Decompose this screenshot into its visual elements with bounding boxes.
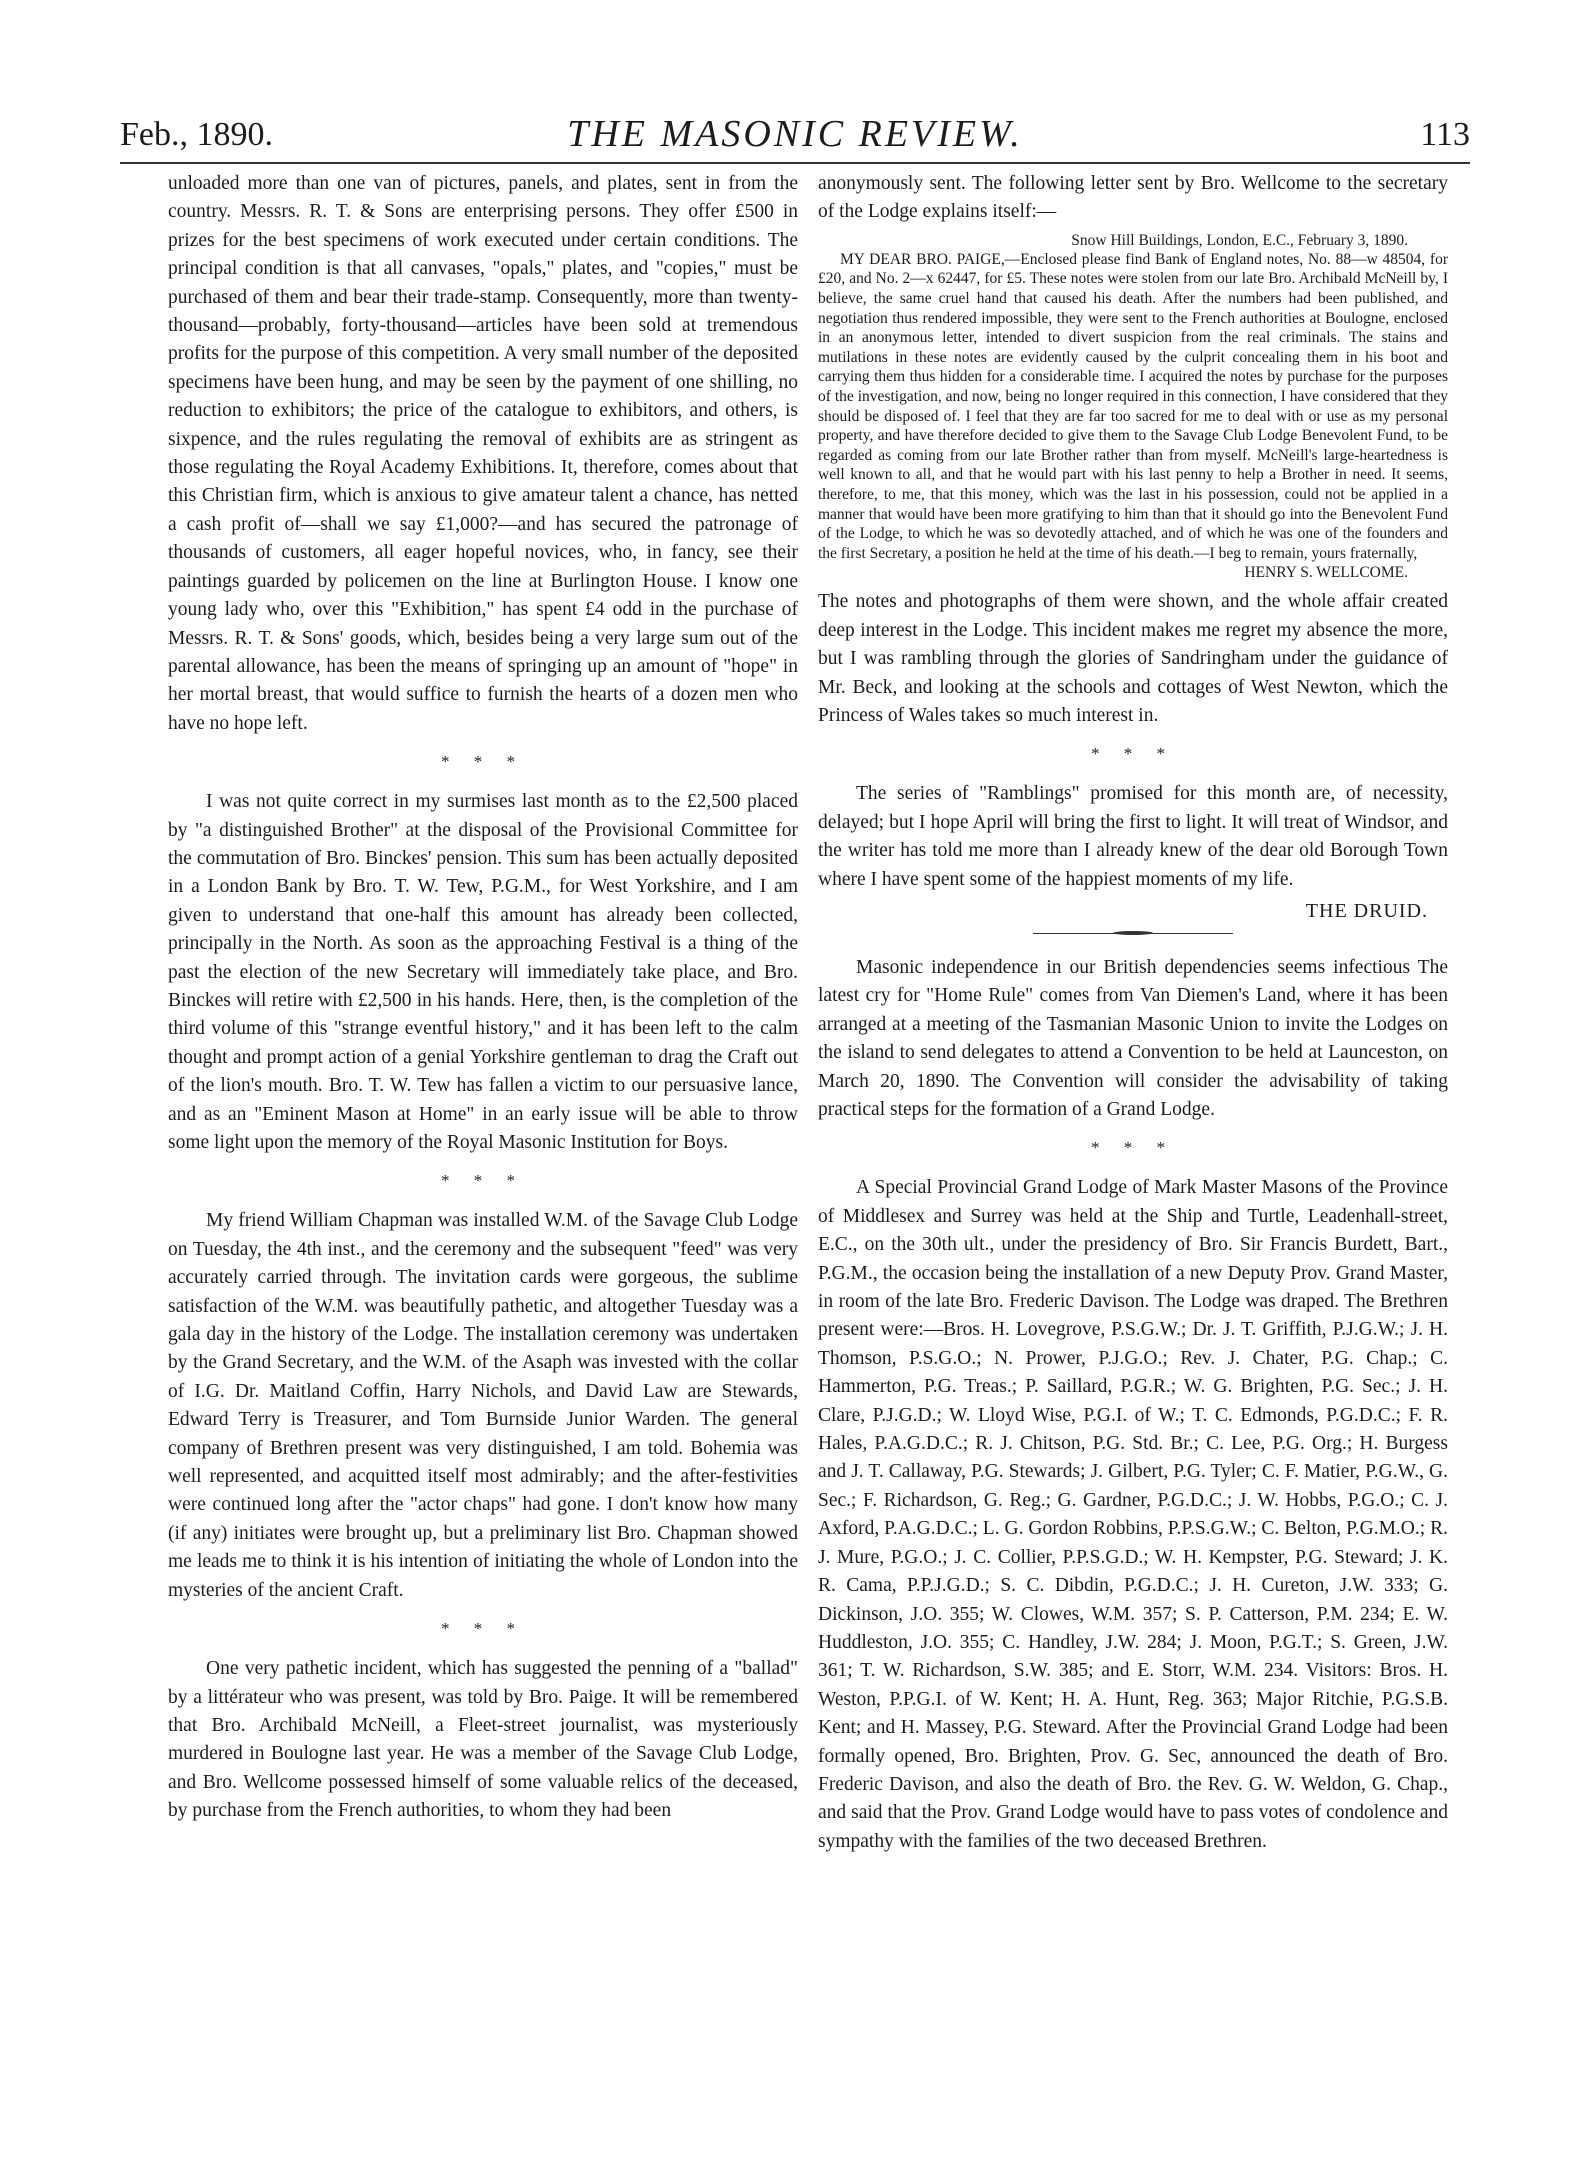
page-number: 113 [1420, 116, 1470, 153]
paragraph: The series of "Ramblings" promised for this month are, of necessity, delayed; but I hope April will bring the first to light. It will treat of Windsor, and the writer has told me more than I already knew of the dear old Borough Town where I have spent some of the happiest moments of my life. [818, 783, 1448, 890]
section-separator: * * * [441, 752, 525, 772]
letter-body: MY DEAR BRO. PAIGE,—Enclosed please find Bank of England notes, No. 88—w 48504, for £20, and No. 2—x 62447, for £5. These notes were stolen from our late Bro. Archibald McNeill by, I believe, the same cruel hand that caused his death. After the numbers had been published, and negotiation thus rendered impossible, they were sent to the French authorities at Boulogne, enclosed in an anonymous letter, intended to divert suspicion from the real criminals. The stains and mutilations in these notes are evidently caused by the culprit concealing them in his boot and carrying them thus hidden for a considerable time. I acquired the notes by purchase for the purposes of the investigation, and now, being no longer required in this connection, I have considered that they should be disposed of. I feel that they are far too sacred for me to deal with or use as my personal property, and have therefore decided to give them to the Savage Club Lodge Benevolent Fund, to be regarded as coming from our late Brother rather than from myself. McNeill's large-heartedness is well known to all, and that he would part with his last penny to help a Brother in need. It seems, therefore, to me, that this money, which was the last in his possession, could not be applied in a manner that would have been more gratifying to him than that it should go into the Benevolent Fund of the Lodge, to which he was so devotedly attached, and of which he was one of the founders and the first Secretary, a position he held at the time of his death.—I beg to remain, yours fraternally, [818, 250, 1448, 562]
right-column [818, 170, 1448, 2160]
paragraph: anonymously sent. The following letter sent by Bro. Wellcome to the secretary of the Lodge explains itself:— [818, 173, 1448, 223]
left-column [168, 170, 798, 2160]
quoted-letter [818, 231, 1448, 583]
issue-date: Feb., 1890. [120, 116, 273, 153]
paragraph: Masonic independence in our British dependencies seems infectious The latest cry for "Home Rule" comes from Van Diemen's Land, where it has been arranged at a meeting of the Tasmanian Masonic Union to invite the Lodges on the island to send delegates to attend a Convention to be held at Launceston, on March 20, 1890. The Convention will consider the advisability of taking practical steps for the formation of a Grand Lodge. [818, 956, 1448, 1120]
paragraph: I was not quite correct in my surmises last month as to the £2,500 placed by "a distinguished Brother" at the disposal of the Provisional Committee for the commutation of Bro. Binckes' pension. This sum has been actually deposited in a London Bank by Bro. T. W. Tew, P.G.M., for West Yorkshire, and I am given to understand that one-half this amount has already been collected, principally in the North. As soon as the approaching Festival is a thing of the past the election of the new Secretary will immediately take place, and Bro. Binckes will retire with £2,500 in his hands. Here, then, is the completion of the third volume of this "strange eventful history," and it has been left to the calm thought and prompt action of a genial Yorkshire gentleman to drag the Craft out of the lion's mouth. Bro. T. W. Tew has fallen a victim to our persuasive lance, and as an "Eminent Mason at Home" in an early issue will be able to throw some light upon the memory of the Royal Masonic Institution for Boys. [168, 791, 798, 1153]
paragraph: One very pathetic incident, which has suggested the penning of a "ballad" by a littérateur who was present, was told by Bro. Paige. It will be remembered that Bro. Archibald McNeill, a Fleet-street journalist, was mysteriously murdered in Boulogne last year. He was a member of the Savage Club Lodge, and Bro. Wellcome possessed himself of some valuable relics of the deceased, by purchase from the French authorities, to whom they had been [168, 1658, 798, 1822]
paragraph: My friend William Chapman was installed W.M. of the Savage Club Lodge on Tuesday, the 4th inst., and the ceremony and the subsequent "feed" was very accurately carried through. The invitation cards were gorgeous, the sublime satisfaction of the W.M. was beautifully pathetic, and altogether Tuesday was a gala day in the history of the Lodge. The installation ceremony was undertaken by the Grand Secretary, and the W.M. of the Asaph was invested with the collar of I.G. Dr. Maitland Coffin, Harry Nichols, and David Law are Stewards, Edward Terry is Treasurer, and Tom Burnside Junior Warden. The general company of Brethren present was very distinguished, I am told. Bohemia was well represented, and acquitted itself most admirably; and the after-festivities were continued long after the "actor chaps" had gone. I don't know how many (if any) initiates were brought up, but a preliminary list Bro. Chapman showed me leads me to think it is his intention of initiating the whole of London into the mysteries of the ancient Craft. [168, 1210, 798, 1601]
paragraph: A Special Provincial Grand Lodge of Mark Master Masons of the Province of Middlesex and Surrey was held at the Ship and Turtle, Leadenhall-street, E.C., on the 30th ult., under the presidency of Bro. Sir Francis Burdett, Bart., P.G.M., the occasion being the installation of a new Deputy Prov. Grand Master, in room of the late Bro. Frederic Davison. The Lodge was draped. The Brethren present were:—Bros. H. Lovegrove, P.S.G.W.; Dr. J. T. Griffith, P.J.G.W.; J. H. Thomson, P.S.G.O.; N. Prower, P.J.G.O.; Rev. J. Chater, P.G. Chap.; C. Hammerton, P.G. Treas.; P. Saillard, P.G.R.; W. G. Brighten, P.G. Sec.; J. H. Clare, P.J.G.D.; W. Lloyd Wise, P.G.I. of W.; T. C. Edmonds, P.G.D.C.; F. R. Hales, P.A.G.D.C.; R. J. Chitson, P.G. Std. Br.; C. Lee, P.G. Org.; H. Burgess and J. T. Callaway, P.G. Stewards; J. Gilbert, P.G. Tyler; C. F. Matier, P.G.W., G. Sec.; F. Richardson, G. Reg.; G. Gardner, P.G.D.C.; J. W. Hobbs, P.G.O.; C. J. Axford, P.A.G.D.C.; L. G. Gordon Robbins, P.P.S.G.W.; C. Belton, P.G.M.O.; R. J. Mure, P.G.O.; J. C. Collier, P.P.S.G.D.; W. H. Kempster, P.G. Steward; J. K. R. Cama, P.P.J.G.D.; S. C. Dibdin, P.G.D.C.; J. H. Cureton, J.W. 333; G. Dickinson, J.O. 355; W. Clowes, W.M. 357; S. P. Catterson, P.M. 234; E. W. Huddleston, J.O. 355; C. Handley, J.W. 284; J. Moon, P.G.T.; S. Green, J.W. 361; T. W. Richardson, S.W. 385; and E. Storr, W.M. 234. Visitors: Bros. H. Weston, P.P.G.I. of W. Kent; H. A. Hunt, Reg. 363; Major Ritchie, P.G.S.B. Kent; and H. Massey, P.G. Steward. After the Provincial Grand Lodge had been formally opened, Bro. Brighten, Prov. G. Sec, announced the death of Bro. Frederic Davison, and also the death of Bro. the Rev. G. W. Weldon, G. Chap., and said that the Prov. Grand Lodge would have to pass votes of condolence and sympathy with the families of the two deceased Brethren. [818, 1177, 1448, 1852]
letter-address: Snow Hill Buildings, London, E.C., February 3, 1890. [1071, 231, 1408, 249]
section-separator: * * * [441, 1619, 525, 1639]
ornamental-divider [1033, 933, 1233, 934]
section-separator: * * * [1091, 744, 1175, 764]
journal-title: THE MASONIC REVIEW. [567, 113, 1023, 155]
letter-signature: HENRY S. WELLCOME. [1244, 564, 1408, 582]
section-separator: * * * [1091, 1138, 1175, 1158]
page-header [120, 112, 1470, 164]
paragraph: The notes and photographs of them were shown, and the whole affair created deep interest in the Lodge. This incident makes me regret my absence the more, but I was rambling through the glories of Sandringham under the guidance of Mr. Beck, and looking at the schools and cottages of West Newton, which the Princess of Wales takes so much interest in. [818, 591, 1448, 726]
paragraph: unloaded more than one van of pictures, panels, and plates, sent in from the country. Messrs. R. T. & Sons are enterprising persons. They offer £500 in prizes for the best specimens of work executed under certain conditions. The principal condition is that all canvases, "opals," plates, and "copies," must be purchased of them and bear their trade-stamp. Consequently, more than twenty-thousand—probably, forty-thousand—articles have been sold at tremendous profits for the purpose of this competition. A very small number of the deposited specimens have been hung, and may be seen by the payment of one shilling, no reduction to exhibitors; the price of the catalogue to exhibitors, and others, is sixpence, and the rules regulating the removal of exhibits are as stringent as those regulating the Royal Academy Exhibitions. It, therefore, comes about that this Christian firm, which is anxious to give amateur talent a chance, has netted a cash profit of—shall we say £1,000?—and has secured the patronage of thousands of customers, all eager hopeful novices, who, in fancy, see their paintings guarded by policemen on the line at Burlington House. I know one young lady who, over this "Exhibition," has spent £4 odd in the purchase of Messrs. R. T. & Sons' goods, which, besides being a very large sum out of the parental allowance, has been the means of springing up an amount of "hope" in her mortal breast, that would suffice to furnish the hearts of a dozen men who have no hope left. [168, 173, 798, 734]
author-signature: THE DRUID. [1305, 899, 1428, 922]
section-separator: * * * [441, 1171, 525, 1191]
